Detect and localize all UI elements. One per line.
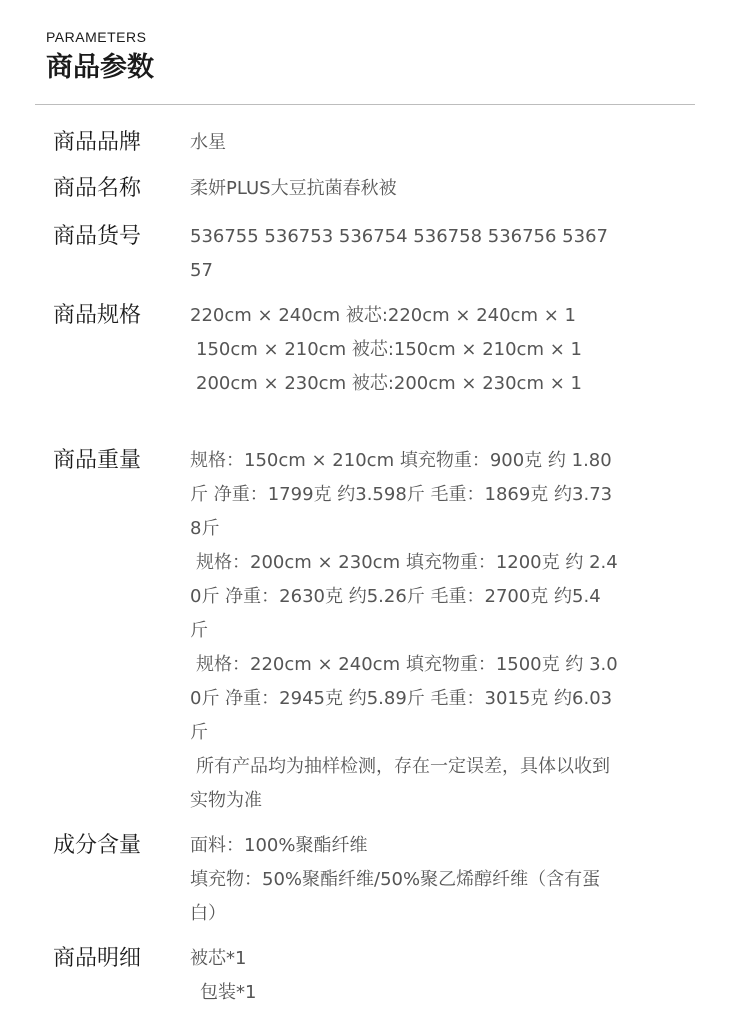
section-header [46, 28, 154, 88]
section-title-en: PARAMETERS [46, 29, 147, 45]
param-value [190, 126, 660, 160]
param-value [190, 444, 660, 818]
value-line: 150cm × 210cm 被芯:150cm × 210cm × 1 [196, 339, 582, 360]
value-line: 所有产品均为抽样检测，存在一定误差，具体以收到 [196, 756, 610, 777]
value-line: 被芯*1 [190, 948, 247, 969]
value-line: 规格：220cm × 240cm 填充物重：1500克 约 3.0 [196, 654, 618, 675]
value-line: 规格：200cm × 230cm 填充物重：1200克 约 2.4 [196, 552, 618, 573]
value-line: 面料：100%聚酯纤维 [190, 835, 368, 856]
value-line: 200cm × 230cm 被芯:200cm × 230cm × 1 [196, 373, 582, 394]
value-line: 填充物：50%聚酯纤维/50%聚乙烯醇纤维（含有蛋 [190, 869, 601, 890]
value-line: 斤 净重：1799克 约3.598斤 毛重：1869克 约3.73 [190, 484, 613, 505]
value-line: 规格：150cm × 210cm 填充物重：900克 约 1.80 [190, 450, 612, 471]
value-line: 536755 536753 536754 536758 536756 5367 [190, 226, 608, 247]
value-line: 8斤 [190, 518, 220, 539]
param-value [190, 299, 660, 401]
param-value [190, 172, 660, 206]
param-value [190, 942, 660, 1010]
param-label: 商品品牌 [53, 130, 142, 155]
param-label: 商品名称 [53, 176, 142, 201]
param-label: 商品明细 [53, 946, 142, 971]
header-divider [35, 104, 695, 105]
param-value [190, 220, 660, 288]
value-line: 包装*1 [200, 982, 257, 1003]
value-line: 斤 [190, 620, 208, 641]
param-value [190, 829, 660, 931]
value-line: 0斤 净重：2630克 约5.26斤 毛重：2700克 约5.4 [190, 586, 601, 607]
value-line: 柔妍PLUS大豆抗菌春秋被 [190, 178, 397, 199]
value-line: 0斤 净重：2945克 约5.89斤 毛重：3015克 约6.03 [190, 688, 613, 709]
value-line: 57 [190, 260, 213, 281]
param-label: 商品货号 [53, 224, 142, 249]
value-line: 白） [190, 903, 226, 924]
value-line: 水星 [190, 132, 226, 153]
param-label: 成分含量 [53, 833, 142, 858]
param-label: 商品规格 [53, 303, 142, 328]
value-line: 斤 [190, 722, 208, 743]
value-line: 实物为准 [190, 790, 262, 811]
param-label: 商品重量 [53, 448, 142, 473]
section-title-cn: 商品参数 [46, 52, 154, 83]
value-line: 220cm × 240cm 被芯:220cm × 240cm × 1 [190, 305, 576, 326]
